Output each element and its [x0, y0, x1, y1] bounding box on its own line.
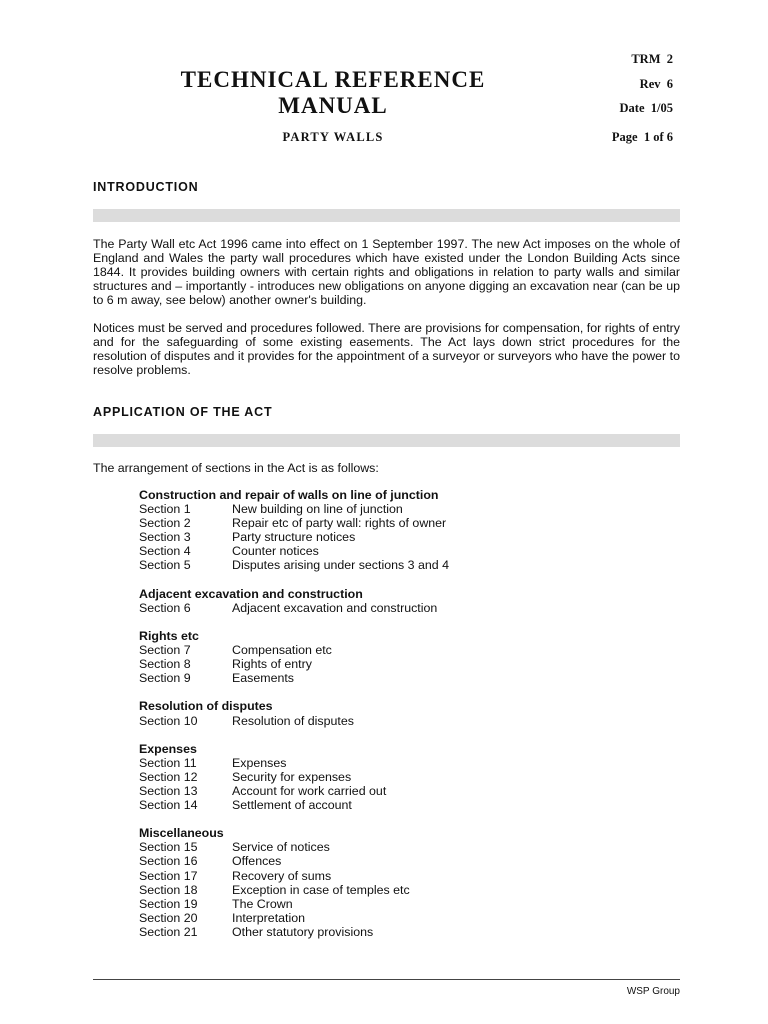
- section-number: Section 17: [139, 868, 198, 883]
- introduction-heading: INTRODUCTION: [93, 180, 199, 194]
- section-number: Section 14: [139, 798, 198, 813]
- section-row: [139, 714, 449, 728]
- section-group: [139, 629, 449, 685]
- section-description: Expenses: [232, 755, 287, 770]
- section-group-title: Construction and repair of walls on line of junction: [139, 488, 439, 502]
- section-group: [139, 587, 449, 615]
- section-description: Offences: [232, 854, 282, 869]
- page-number: Page 1 of 6: [611, 130, 673, 144]
- section-row: [139, 558, 449, 572]
- section-group: [139, 826, 449, 939]
- section-description: Account for work carried out: [232, 783, 387, 798]
- section-group: [139, 699, 449, 727]
- section-number: Section 1: [139, 502, 191, 517]
- section-row: [139, 643, 449, 657]
- document-subtitle: PARTY WALLS: [282, 130, 384, 144]
- section-row: [139, 925, 449, 939]
- section-row: [139, 530, 449, 544]
- section-number: Section 19: [139, 896, 198, 911]
- section-description: Other statutory provisions: [232, 924, 374, 939]
- section-row: [139, 657, 449, 671]
- section-group-title: Expenses: [139, 741, 197, 756]
- section-row: [139, 840, 449, 854]
- date: Date 1/05: [619, 101, 673, 115]
- revision: Rev 6: [639, 77, 673, 91]
- section-description: Rights of entry: [232, 657, 312, 672]
- section-row: [139, 854, 449, 868]
- section-divider-bar: [93, 434, 680, 447]
- section-row: [139, 911, 449, 925]
- section-number: Section 8: [139, 657, 191, 672]
- section-description: Party structure notices: [232, 530, 356, 545]
- sections-list: [139, 488, 449, 953]
- section-row: [139, 544, 449, 558]
- section-row: [139, 601, 449, 615]
- application-heading: APPLICATION OF THE ACT: [93, 405, 273, 419]
- section-group-title: Resolution of disputes: [139, 699, 273, 714]
- section-description: Resolution of disputes: [232, 713, 354, 728]
- section-number: Section 6: [139, 600, 191, 615]
- section-description: The Crown: [232, 896, 293, 911]
- section-number: Section 5: [139, 558, 191, 573]
- section-row: [139, 516, 449, 530]
- section-row: [139, 784, 449, 798]
- section-number: Section 3: [139, 530, 191, 545]
- section-description: Adjacent excavation and construction: [232, 600, 438, 615]
- section-number: Section 13: [139, 783, 198, 798]
- section-description: New building on line of junction: [232, 502, 403, 517]
- section-description: Counter notices: [232, 544, 319, 559]
- section-description: Recovery of sums: [232, 868, 332, 883]
- section-number: Section 10: [139, 713, 198, 728]
- section-number: Section 4: [139, 544, 191, 559]
- footer-company: WSP Group: [626, 986, 680, 997]
- section-number: Section 2: [139, 516, 191, 531]
- section-group-title: Adjacent excavation and construction: [139, 586, 363, 601]
- section-number: Section 16: [139, 854, 198, 869]
- section-group: [139, 742, 449, 812]
- section-description: Disputes arising under sections 3 and 4: [232, 558, 449, 573]
- section-row: [139, 770, 449, 784]
- section-row: [139, 883, 449, 897]
- section-description: Compensation etc: [232, 643, 332, 658]
- section-number: Section 7: [139, 643, 191, 658]
- section-description: Repair etc of party wall: rights of owner: [232, 516, 447, 531]
- section-group-title: Miscellaneous: [139, 826, 224, 841]
- section-description: Interpretation: [232, 910, 306, 925]
- section-description: Security for expenses: [232, 769, 352, 784]
- section-description: Exception in case of temples etc: [232, 882, 410, 897]
- introduction-paragraph-2: Notices must be served and procedures followed. There are provisions for compensation, for rights of entry and for the safeguarding of some existing easements. The Act lays down strict procedures for the resolution of disputes and it provides for the appointment of a surveyor or surveyors who have the power to resolve problems.: [93, 321, 680, 378]
- section-number: Section 18: [139, 882, 198, 897]
- trm-number: TRM 2: [631, 52, 673, 66]
- section-description: Settlement of account: [232, 798, 352, 813]
- section-number: Section 11: [139, 755, 197, 770]
- document-title-line-2: MANUAL: [278, 93, 388, 118]
- document-title-line-1: TECHNICAL REFERENCE: [180, 67, 486, 92]
- section-divider-bar: [93, 209, 680, 222]
- section-number: Section 15: [139, 840, 198, 855]
- footer-rule: [93, 979, 680, 980]
- section-number: Section 21: [139, 924, 198, 939]
- section-row: [139, 869, 449, 883]
- section-row: [139, 671, 449, 685]
- section-row: [139, 798, 449, 812]
- section-number: Section 20: [139, 910, 198, 925]
- sections-lead-text: The arrangement of sections in the Act is as follows:: [93, 461, 379, 475]
- section-row: [139, 897, 449, 911]
- section-group-title: Rights etc: [139, 628, 199, 643]
- introduction-paragraph-1: The Party Wall etc Act 1996 came into effect on 1 September 1997. The new Act imposes on the whole of England and Wales the party wall procedures which have existed under the London Building Acts since 1844. It provides building owners with certain rights and obligations in relation to party walls and similar structures and – importantly - introduces new obligations on anyone digging an excavation near (can be up to 6 m away, see below) another owner's building.: [93, 237, 680, 308]
- section-number: Section 9: [139, 671, 191, 686]
- section-row: [139, 756, 449, 770]
- section-row: [139, 502, 449, 516]
- section-description: Easements: [232, 671, 294, 686]
- section-number: Section 12: [139, 769, 198, 784]
- section-description: Service of notices: [232, 840, 330, 855]
- section-group: [139, 488, 449, 573]
